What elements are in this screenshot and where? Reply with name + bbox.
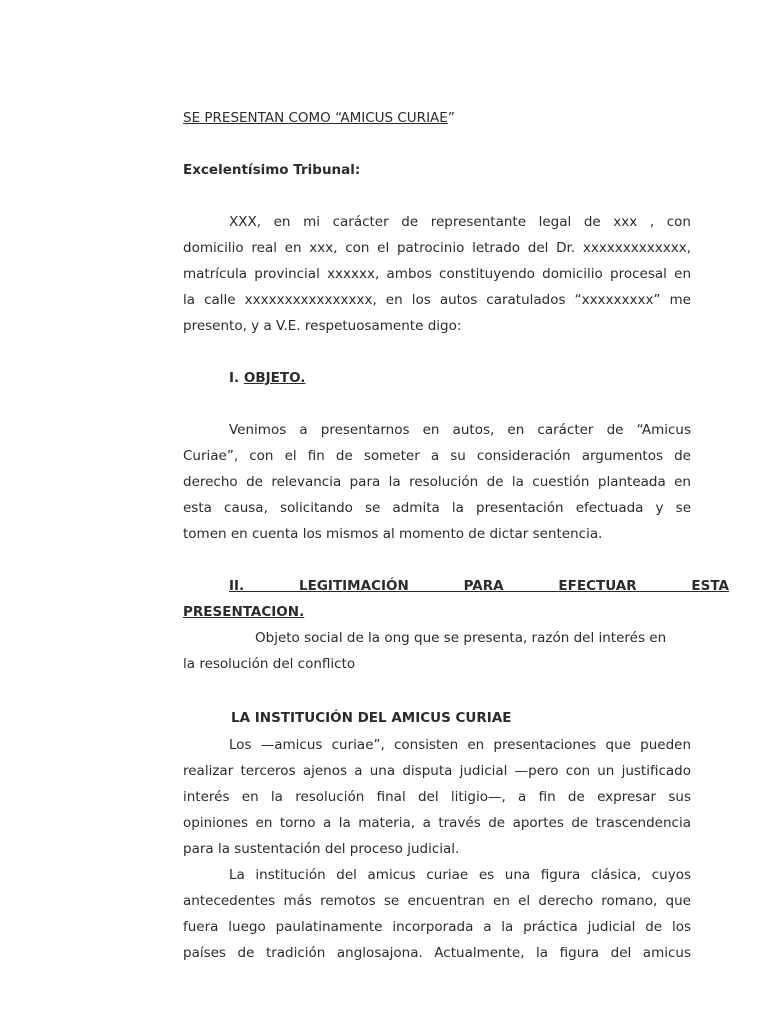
objeto-line-2: Curiae”, con el fin de someter a su consideración argumentos de — [183, 448, 691, 464]
title-suffix: ” — [447, 110, 455, 126]
section-objeto-title: OBJETO. — [243, 370, 306, 386]
document-title — [183, 109, 455, 127]
intro-line-2: domicilio real en xxx, con el patrocinio letrado del Dr. xxxxxxxxxxxxx, — [183, 240, 691, 256]
section-objeto-number: I. — [229, 370, 244, 386]
institucion-p1-line-1: Los —amicus curiae”, consisten en presentaciones que pueden — [229, 737, 691, 753]
institucion-p2-line-4: países de tradición anglosajona. Actualmente, la figura del amicus — [183, 945, 691, 961]
institucion-p2-line-1: La institución del amicus curiae es una figura clásica, cuyos — [229, 867, 691, 883]
institucion-p2-line-3: fuera luego paulatinamente incorporada a la práctica judicial de los — [183, 919, 691, 935]
objeto-line-3: derecho de relevancia para la resolución de la cuestión planteada en — [183, 474, 691, 490]
intro-line-4: la calle xxxxxxxxxxxxxxxx, en los autos caratulados “xxxxxxxxx” me — [183, 292, 691, 308]
intro-line-5: presento, y a V.E. respetuosamente digo: — [183, 318, 462, 334]
institucion-p1-line-3: interés en la resolución final del litigio—, a fin de expresar sus — [183, 789, 691, 805]
legitimacion-line-1: Objeto social de la ong que se presenta, razón del interés en — [255, 630, 667, 646]
institucion-p2-line-2: antecedentes más remotos se encuentran en el derecho romano, que — [183, 893, 691, 909]
intro-line-3: matrícula provincial xxxxxx, ambos constituyendo domicilio procesal en — [183, 266, 691, 282]
salutation: Excelentísimo Tribunal: — [183, 162, 361, 178]
institucion-p1-line-2: realizar terceros ajenos a una disputa judicial —pero con un justificado — [183, 763, 691, 779]
section-objeto-heading — [229, 369, 305, 387]
title-main: AMICUS CURIAE — [340, 110, 448, 126]
title-prefix: SE PRESENTAN COMO “ — [183, 110, 341, 126]
institucion-p1-line-4: opiniones en torno a la materia, a través de aportes de trascendencia — [183, 815, 691, 831]
objeto-line-1: Venimos a presentarnos en autos, en carácter de “Amicus — [229, 422, 691, 438]
institucion-p1-line-5: para la sustentación del proceso judicial. — [183, 841, 460, 857]
objeto-line-5: tomen en cuenta los mismos al momento de dictar sentencia. — [183, 526, 603, 542]
section-legitimacion-heading-2: PRESENTACION. — [183, 604, 305, 620]
section-legitimacion-heading-1: II. LEGITIMACIÓN PARA EFECTUAR ESTA — [229, 578, 729, 594]
objeto-line-4: esta causa, solicitando se admita la presentación efectuada y se — [183, 500, 691, 516]
intro-line-1: XXX, en mi carácter de representante legal de xxx , con — [229, 214, 691, 230]
legitimacion-line-2: la resolución del conflicto — [183, 656, 356, 672]
section-institucion-heading: LA INSTITUCIÓN DEL AMICUS CURIAE — [231, 710, 512, 726]
